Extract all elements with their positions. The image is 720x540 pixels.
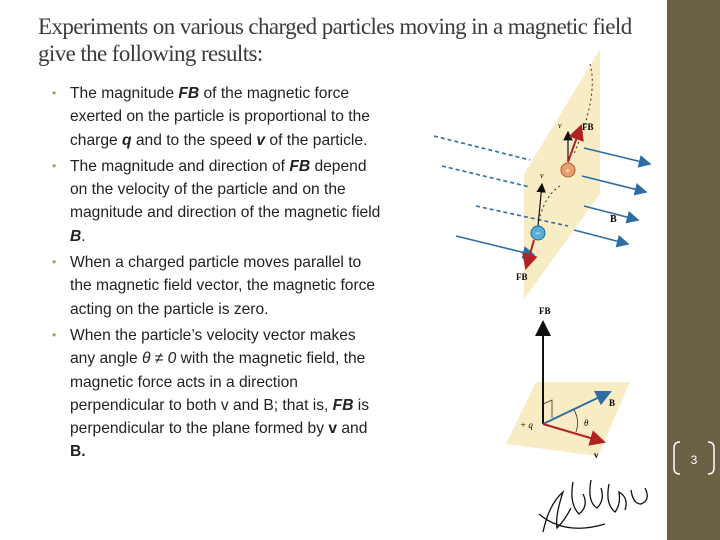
bullet-item: • The magnitude FB of the magnetic force exerted on the particle is proportional to the charge q and to the speed v of the particle. [52,82,382,152]
svg-text:FB: FB [516,272,528,282]
svg-text:−: − [535,228,541,238]
svg-text:+ q: + q [520,420,533,430]
bullet-item: • When the particle’s velocity vector makes any angle θ ≠ 0 with the magnetic field, the magnetic force acts in a direction perpendicular to both v and B; that is, FB is perpendicular to the plane formed by v and B. [52,324,382,464]
svg-text:FB: FB [539,306,551,316]
svg-text:B: B [610,214,617,225]
bullet-dot-icon: • [52,158,57,173]
right-hand-rule-figure [506,300,632,472]
page-number: 3 [690,453,698,467]
bullet-dot-icon: • [52,255,57,270]
svg-text:θ: θ [584,418,589,428]
svg-text:v: v [594,450,599,460]
bullet-item: • The magnitude and direction of FB depend on the velocity of the particle and on the magnitude and direction of the magnetic field B. [52,155,382,248]
svg-text:+: + [565,166,571,175]
signature-drawing [535,474,665,538]
svg-text:v: v [558,121,562,130]
svg-text:v: v [540,171,544,180]
svg-text:FB: FB [582,122,594,132]
bullet-item: • When a charged particle moves parallel to the magnetic field vector, the magnetic force acting on the particle is zero. [52,251,382,321]
plane-shape [506,382,630,456]
svg-text:B: B [609,398,616,408]
bullet-dot-icon: • [52,327,57,342]
bullet-dot-icon: • [52,86,57,100]
particle-force-figure [434,44,653,331]
bullet-list [52,82,382,467]
slide-title: Experiments on various charged particles moving in a magnetic field give the following results: [38,14,632,66]
